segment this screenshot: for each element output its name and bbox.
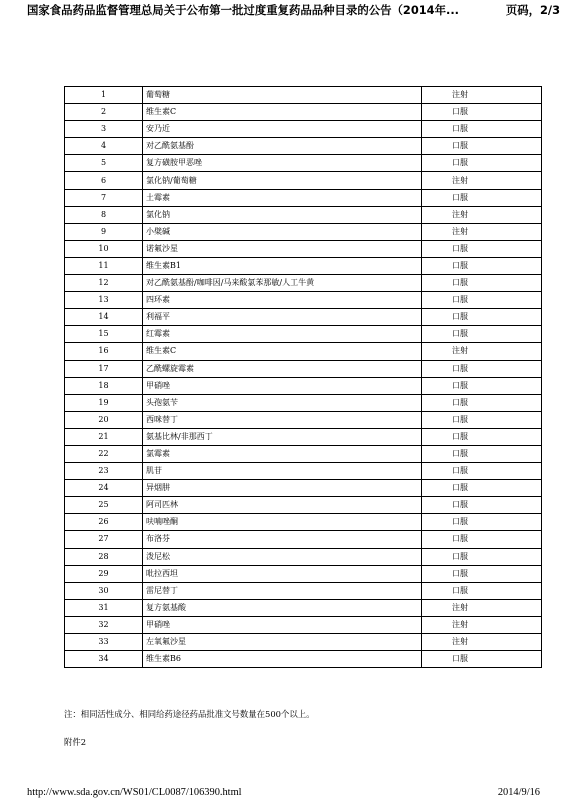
drug-name: 氯化钠 — [143, 206, 422, 223]
drug-name: 肌苷 — [143, 463, 422, 480]
drug-name: 吡拉西坦 — [143, 565, 422, 582]
row-number: 34 — [65, 651, 143, 668]
table-row — [65, 497, 542, 514]
administration-route: 口服 — [422, 548, 542, 565]
footer-date: 2014/9/16 — [497, 787, 540, 798]
administration-route: 口服 — [422, 189, 542, 206]
table-row — [65, 599, 542, 616]
drug-name: 布洛芬 — [143, 531, 422, 548]
table-row — [65, 206, 542, 223]
table-row — [65, 275, 542, 292]
drug-name: 诺氟沙星 — [143, 240, 422, 257]
administration-route: 口服 — [422, 445, 542, 462]
drug-name: 异烟肼 — [143, 480, 422, 497]
drug-name: 甲硝唑 — [143, 377, 422, 394]
table-row — [65, 223, 542, 240]
administration-route: 口服 — [422, 257, 542, 274]
table-row — [65, 411, 542, 428]
drug-list-table — [64, 86, 542, 668]
administration-route: 注射 — [422, 343, 542, 360]
drug-name: 对乙酰氨基酚 — [143, 138, 422, 155]
administration-route: 口服 — [422, 104, 542, 121]
drug-name: 安乃近 — [143, 121, 422, 138]
row-number: 10 — [65, 240, 143, 257]
drug-name: 对乙酰氨基酚/咖啡因/马来酸氯苯那敏/人工牛黄 — [143, 275, 422, 292]
row-number: 4 — [65, 138, 143, 155]
table-row — [65, 480, 542, 497]
table-row — [65, 343, 542, 360]
table-row — [65, 309, 542, 326]
table-row — [65, 240, 542, 257]
administration-route: 注射 — [422, 616, 542, 633]
drug-name: 维生素B6 — [143, 651, 422, 668]
administration-route: 口服 — [422, 360, 542, 377]
administration-route: 口服 — [422, 292, 542, 309]
drug-name: 头孢氨苄 — [143, 394, 422, 411]
administration-route: 注射 — [422, 206, 542, 223]
drug-name: 甲硝唑 — [143, 616, 422, 633]
administration-route: 口服 — [422, 275, 542, 292]
drug-name: 利福平 — [143, 309, 422, 326]
drug-name: 红霉素 — [143, 326, 422, 343]
drug-name: 呋喃唑酮 — [143, 514, 422, 531]
row-number: 1 — [65, 87, 143, 104]
administration-route: 注射 — [422, 172, 542, 189]
table-row — [65, 377, 542, 394]
drug-name: 氯化钠/葡萄糖 — [143, 172, 422, 189]
row-number: 2 — [65, 104, 143, 121]
administration-route: 口服 — [422, 411, 542, 428]
row-number: 15 — [65, 326, 143, 343]
administration-route: 注射 — [422, 87, 542, 104]
table-row — [65, 326, 542, 343]
administration-route: 注射 — [422, 634, 542, 651]
drug-name: 西咪替丁 — [143, 411, 422, 428]
row-number: 12 — [65, 275, 143, 292]
drug-name: 维生素C — [143, 104, 422, 121]
table-row — [65, 360, 542, 377]
row-number: 26 — [65, 514, 143, 531]
row-number: 24 — [65, 480, 143, 497]
drug-name: 土霉素 — [143, 189, 422, 206]
drug-name: 乙酰螺旋霉素 — [143, 360, 422, 377]
row-number: 25 — [65, 497, 143, 514]
row-number: 29 — [65, 565, 143, 582]
table-row — [65, 155, 542, 172]
row-number: 13 — [65, 292, 143, 309]
table-row — [65, 463, 542, 480]
row-number: 9 — [65, 223, 143, 240]
row-number: 17 — [65, 360, 143, 377]
administration-route: 口服 — [422, 377, 542, 394]
row-number: 32 — [65, 616, 143, 633]
drug-name: 复方磺胺甲恶唑 — [143, 155, 422, 172]
row-number: 18 — [65, 377, 143, 394]
table-row — [65, 445, 542, 462]
drug-name: 左氧氟沙星 — [143, 634, 422, 651]
table-row — [65, 121, 542, 138]
drug-name: 维生素C — [143, 343, 422, 360]
administration-route: 口服 — [422, 651, 542, 668]
row-number: 11 — [65, 257, 143, 274]
administration-route: 口服 — [422, 138, 542, 155]
administration-route: 口服 — [422, 514, 542, 531]
administration-route: 口服 — [422, 463, 542, 480]
row-number: 19 — [65, 394, 143, 411]
administration-route: 口服 — [422, 155, 542, 172]
administration-route: 口服 — [422, 428, 542, 445]
administration-route: 注射 — [422, 223, 542, 240]
drug-name: 复方氨基酸 — [143, 599, 422, 616]
table-row — [65, 548, 542, 565]
header-page-number: 页码，2/3 — [505, 3, 560, 17]
row-number: 14 — [65, 309, 143, 326]
administration-route: 注射 — [422, 599, 542, 616]
footer-url: http://www.sda.gov.cn/WS01/CL0087/106390.html — [27, 787, 242, 798]
drug-name: 雷尼替丁 — [143, 582, 422, 599]
attachment-label: 附件2 — [64, 737, 87, 747]
row-number: 5 — [65, 155, 143, 172]
drug-name: 葡萄糖 — [143, 87, 422, 104]
page-header — [0, 2, 566, 20]
row-number: 16 — [65, 343, 143, 360]
row-number: 28 — [65, 548, 143, 565]
row-number: 27 — [65, 531, 143, 548]
administration-route: 口服 — [422, 240, 542, 257]
row-number: 20 — [65, 411, 143, 428]
row-number: 33 — [65, 634, 143, 651]
table-row — [65, 582, 542, 599]
drug-name: 维生素B1 — [143, 257, 422, 274]
row-number: 3 — [65, 121, 143, 138]
row-number: 21 — [65, 428, 143, 445]
header-title: 国家食品药品监督管理总局关于公布第一批过度重复药品品种目录的公告（2014年... — [27, 3, 459, 17]
row-number: 7 — [65, 189, 143, 206]
table-row — [65, 172, 542, 189]
table-row — [65, 565, 542, 582]
drug-name: 阿司匹林 — [143, 497, 422, 514]
table-row — [65, 531, 542, 548]
drug-name: 泼尼松 — [143, 548, 422, 565]
table-row — [65, 138, 542, 155]
table-row — [65, 634, 542, 651]
administration-route: 口服 — [422, 497, 542, 514]
drug-name: 氯霉素 — [143, 445, 422, 462]
administration-route: 口服 — [422, 309, 542, 326]
table-row — [65, 651, 542, 668]
row-number: 6 — [65, 172, 143, 189]
row-number: 8 — [65, 206, 143, 223]
table-row — [65, 292, 542, 309]
administration-route: 口服 — [422, 565, 542, 582]
row-number: 30 — [65, 582, 143, 599]
table-row — [65, 189, 542, 206]
table-row — [65, 616, 542, 633]
table-row — [65, 104, 542, 121]
table-row — [65, 257, 542, 274]
row-number: 31 — [65, 599, 143, 616]
administration-route: 口服 — [422, 480, 542, 497]
row-number: 23 — [65, 463, 143, 480]
administration-route: 口服 — [422, 121, 542, 138]
drug-name: 氨基比林/非那西丁 — [143, 428, 422, 445]
administration-route: 口服 — [422, 326, 542, 343]
table-row — [65, 394, 542, 411]
table-row — [65, 87, 542, 104]
drug-list-body — [65, 87, 542, 668]
drug-name: 四环素 — [143, 292, 422, 309]
administration-route: 口服 — [422, 394, 542, 411]
table-footnote: 注：相同活性成分、相同给药途径药品批准文号数量在500个以上。 — [64, 709, 315, 719]
administration-route: 口服 — [422, 582, 542, 599]
drug-name: 小檗碱 — [143, 223, 422, 240]
row-number: 22 — [65, 445, 143, 462]
administration-route: 口服 — [422, 531, 542, 548]
table-row — [65, 428, 542, 445]
table-row — [65, 514, 542, 531]
